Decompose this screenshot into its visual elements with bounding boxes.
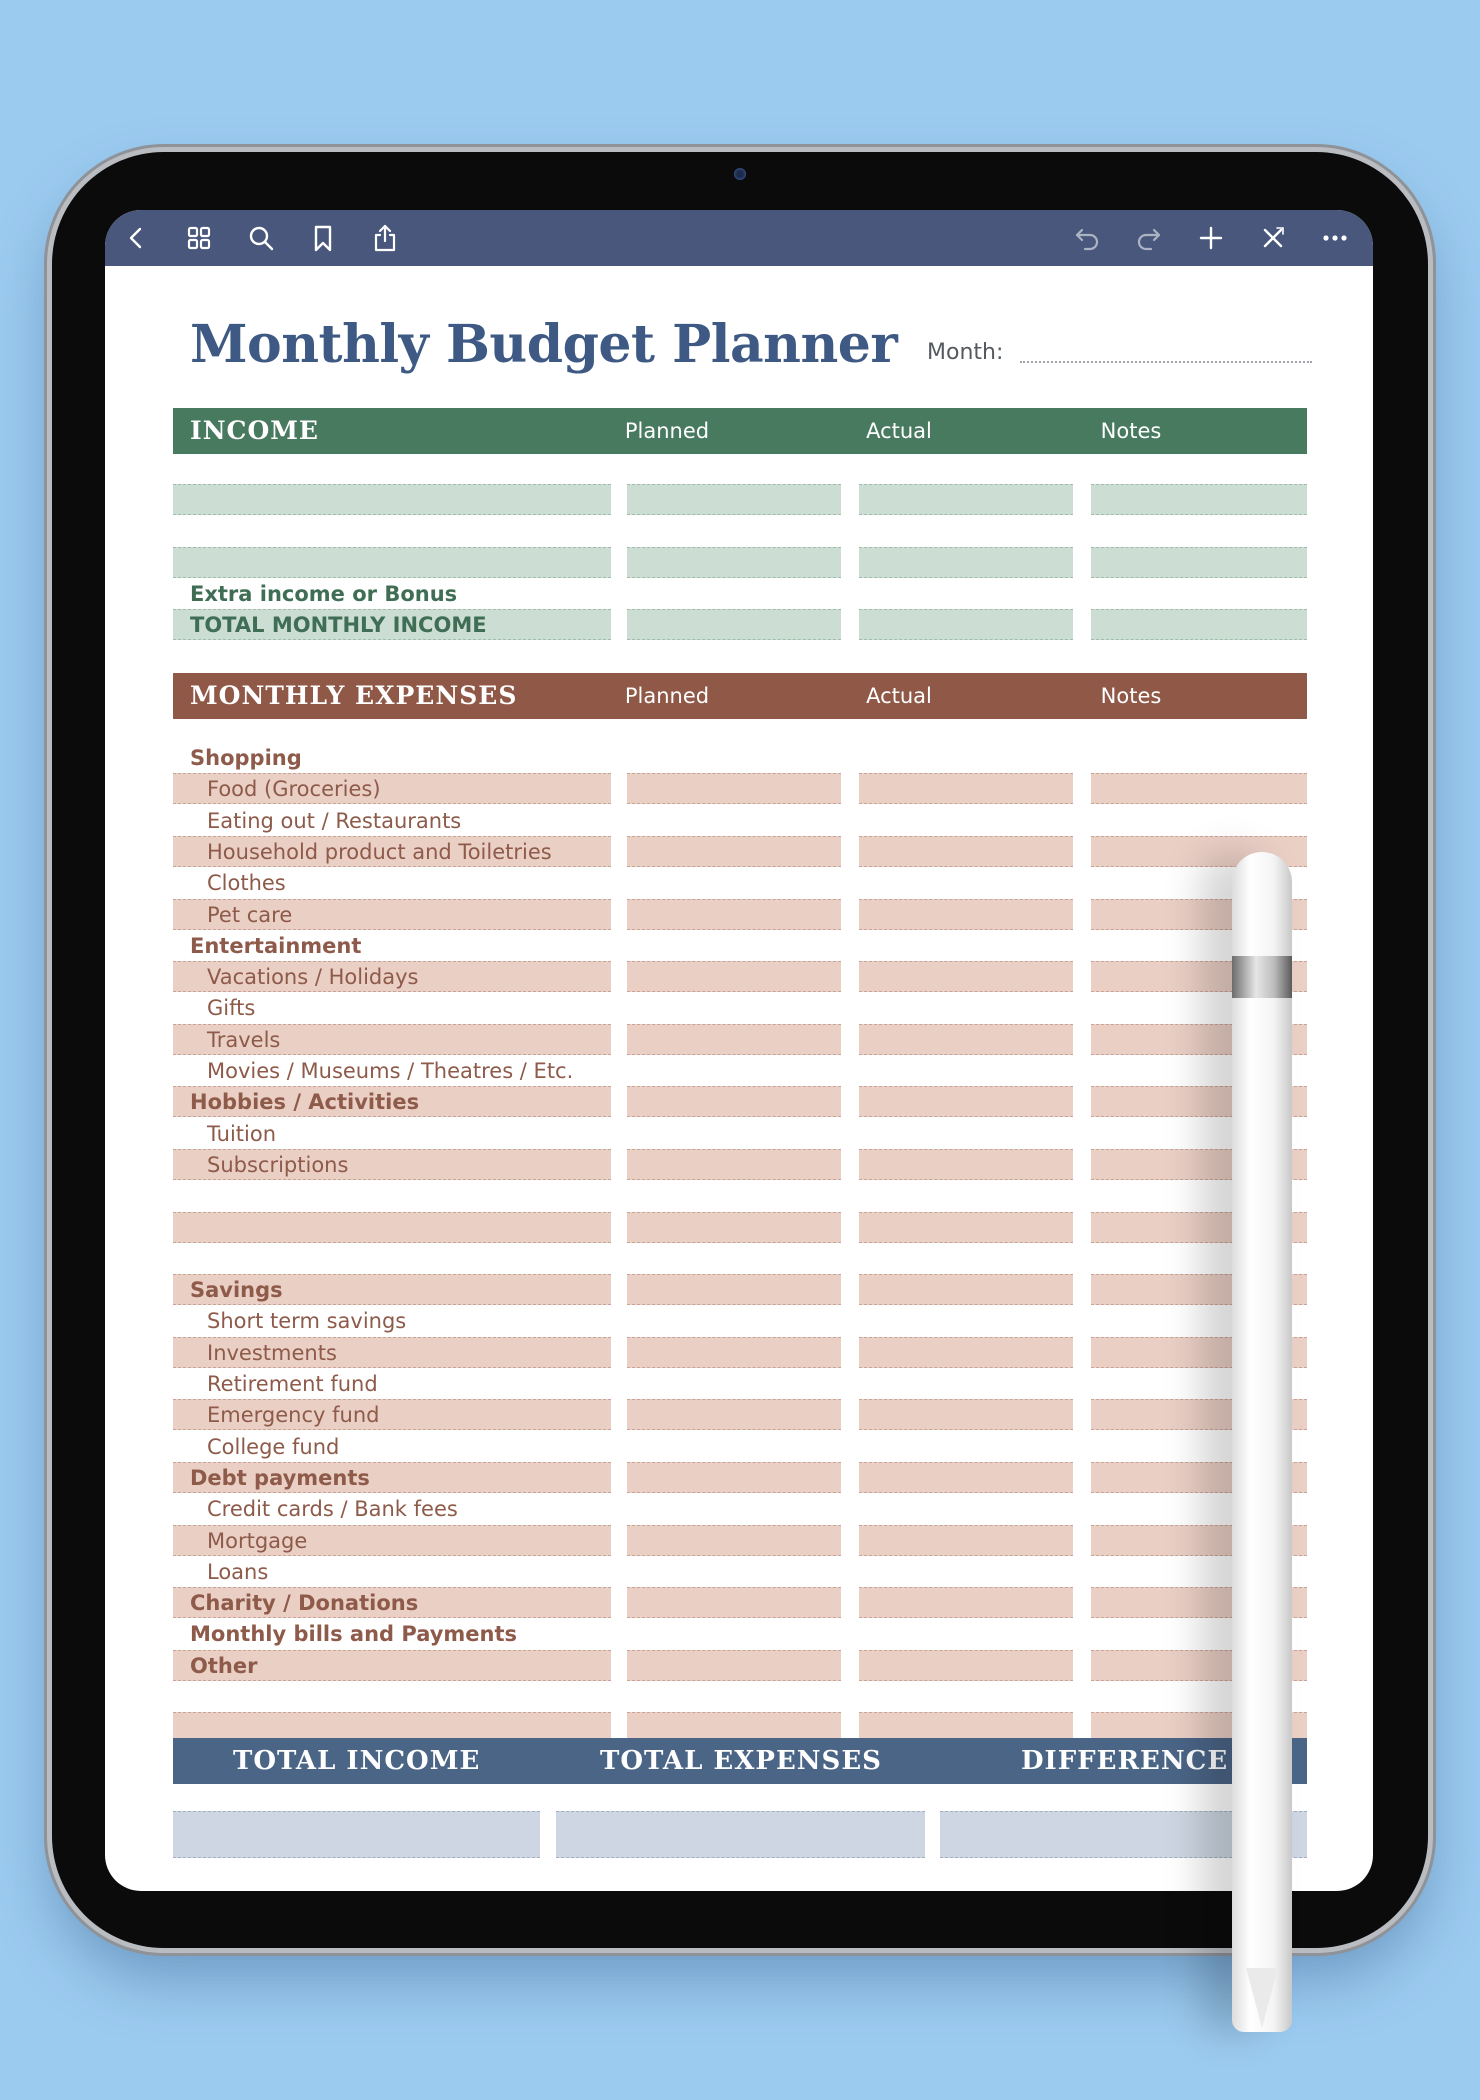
expense-row	[173, 805, 1307, 836]
expense-planned-field[interactable]	[627, 1024, 841, 1055]
expense-item-label: Clothes	[207, 871, 286, 895]
expense-category-row	[173, 742, 1307, 773]
income-total-label: TOTAL MONTHLY INCOME	[190, 613, 487, 637]
expense-category-row	[173, 1086, 1307, 1117]
expense-item-label: Tuition	[207, 1122, 277, 1146]
expense-item-label: Pet care	[207, 903, 293, 927]
expense-planned-field[interactable]	[627, 1462, 841, 1493]
expense-planned-field[interactable]	[627, 1149, 841, 1180]
income-planned-field[interactable]	[627, 484, 841, 515]
expense-planned-field[interactable]	[627, 961, 841, 992]
income-header	[173, 408, 1307, 454]
expense-planned-field[interactable]	[627, 1650, 841, 1681]
more-icon[interactable]	[1319, 222, 1351, 254]
expense-row	[173, 1681, 1307, 1712]
expense-actual-field[interactable]	[859, 1274, 1073, 1305]
expense-category-row	[173, 1650, 1307, 1681]
income-col-planned: Planned	[624, 419, 710, 443]
expense-planned-field[interactable]	[627, 1399, 841, 1430]
expenses-col-actual: Actual	[866, 684, 932, 708]
income-actual-field[interactable]	[859, 547, 1073, 578]
expense-actual-field[interactable]	[859, 1525, 1073, 1556]
expense-item-label: College fund	[207, 1435, 340, 1459]
expenses-heading: MONTHLY EXPENSES	[190, 681, 518, 710]
income-notes-field[interactable]	[1091, 547, 1307, 578]
total-expenses-label: TOTAL EXPENSES	[600, 1746, 882, 1776]
expense-category-label: Other	[190, 1654, 258, 1678]
expense-actual-field[interactable]	[859, 1149, 1073, 1180]
expense-row	[173, 1525, 1307, 1556]
expense-category-label: Entertainment	[190, 934, 362, 958]
back-icon[interactable]	[121, 222, 153, 254]
expense-row	[173, 961, 1307, 992]
expense-item-label: Travels	[207, 1028, 281, 1052]
expense-row	[173, 899, 1307, 930]
expense-row	[173, 1149, 1307, 1180]
difference-label: DIFFERENCE	[1021, 1746, 1229, 1776]
undo-icon[interactable]	[1071, 222, 1103, 254]
total-income-label: TOTAL INCOME	[233, 1746, 481, 1776]
expense-category-label: Savings	[190, 1278, 283, 1302]
app-toolbar	[105, 210, 1373, 266]
expense-row	[173, 1368, 1307, 1399]
expense-actual-field[interactable]	[859, 836, 1073, 867]
expense-row	[173, 867, 1307, 898]
expense-row	[173, 773, 1307, 804]
stylus-tip	[1246, 1968, 1278, 2028]
income-total-notes-field[interactable]	[1091, 609, 1307, 640]
expense-actual-field[interactable]	[859, 899, 1073, 930]
income-source-field[interactable]	[173, 484, 611, 515]
stylus-pencil	[1232, 852, 1292, 2032]
expense-actual-field[interactable]	[859, 1462, 1073, 1493]
expense-item-label: Subscriptions	[207, 1153, 349, 1177]
income-actual-field[interactable]	[859, 484, 1073, 515]
expense-category-row	[173, 930, 1307, 961]
expense-planned-field[interactable]	[627, 1274, 841, 1305]
expense-actual-field[interactable]	[859, 1650, 1073, 1681]
expense-actual-field[interactable]	[859, 1337, 1073, 1368]
expense-item-label: Loans	[207, 1560, 269, 1584]
page-title: Monthly Budget Planner	[190, 314, 898, 375]
month-input-line[interactable]	[1020, 361, 1312, 363]
income-col-notes: Notes	[1100, 419, 1162, 443]
grid-icon[interactable]	[183, 222, 215, 254]
plus-icon[interactable]	[1195, 222, 1227, 254]
expense-item-label: Eating out / Restaurants	[207, 809, 462, 833]
expense-item-label: Household product and Toiletries	[207, 840, 552, 864]
expense-planned-field[interactable]	[627, 1337, 841, 1368]
tablet-screen	[105, 210, 1373, 1891]
expense-category-row	[173, 1587, 1307, 1618]
expense-item-label: Retirement fund	[207, 1372, 378, 1396]
total-expenses-field[interactable]	[556, 1811, 925, 1858]
stylus-band	[1232, 956, 1292, 998]
expense-actual-field[interactable]	[859, 1212, 1073, 1243]
close-icon[interactable]	[1257, 222, 1289, 254]
expense-planned-field[interactable]	[627, 836, 841, 867]
income-row	[173, 484, 1307, 515]
income-total-planned-field[interactable]	[627, 609, 841, 640]
expense-item-label: Mortgage	[207, 1529, 308, 1553]
income-total-actual-field[interactable]	[859, 609, 1073, 640]
month-label: Month:	[927, 340, 1004, 365]
planner-page	[105, 266, 1373, 1891]
expense-item-label: Vacations / Holidays	[207, 965, 419, 989]
expenses-col-notes: Notes	[1100, 684, 1162, 708]
expense-category-label: Charity / Donations	[190, 1591, 419, 1615]
expense-row	[173, 1399, 1307, 1430]
expenses-header	[173, 673, 1307, 719]
expense-actual-field[interactable]	[859, 1024, 1073, 1055]
bookmark-icon[interactable]	[307, 222, 339, 254]
expense-row	[173, 1180, 1307, 1211]
expense-category-row	[173, 1462, 1307, 1493]
expense-category-label: Debt payments	[190, 1466, 370, 1490]
expense-row	[173, 1243, 1307, 1274]
expense-planned-field[interactable]	[627, 1587, 841, 1618]
expense-planned-field[interactable]	[627, 773, 841, 804]
expenses-col-planned: Planned	[624, 684, 710, 708]
expense-row	[173, 1212, 1307, 1243]
total-income-field[interactable]	[173, 1811, 540, 1858]
expense-item-label: Emergency fund	[207, 1403, 380, 1427]
expense-item-label: Credit cards / Bank fees	[207, 1497, 458, 1521]
expense-item-label: Gifts	[207, 996, 256, 1020]
expense-planned-field[interactable]	[627, 1525, 841, 1556]
income-notes-field[interactable]	[1091, 484, 1307, 515]
expense-item-field[interactable]	[173, 1212, 611, 1243]
expense-row	[173, 1055, 1307, 1086]
expense-row	[173, 1024, 1307, 1055]
expense-row	[173, 992, 1307, 1023]
expense-row	[173, 1118, 1307, 1149]
expense-notes-field[interactable]	[1091, 773, 1307, 804]
expense-actual-field[interactable]	[859, 1587, 1073, 1618]
expense-item-label: Short term savings	[207, 1309, 407, 1333]
income-row	[173, 547, 1307, 578]
expense-category-label: Shopping	[190, 746, 302, 770]
expense-planned-field[interactable]	[627, 1212, 841, 1243]
expense-category-label: Hobbies / Activities	[190, 1090, 420, 1114]
redo-icon[interactable]	[1133, 222, 1165, 254]
income-extra-row	[173, 578, 1307, 609]
expense-row	[173, 836, 1307, 867]
expense-planned-field[interactable]	[627, 899, 841, 930]
front-camera	[734, 168, 746, 180]
income-extra-label: Extra income or Bonus	[190, 582, 458, 606]
income-total-row	[173, 609, 1307, 640]
expense-actual-field[interactable]	[859, 1086, 1073, 1117]
income-source-field[interactable]	[173, 547, 611, 578]
expense-category-label: Monthly bills and Payments	[190, 1622, 518, 1646]
income-heading: INCOME	[190, 416, 319, 445]
expense-actual-field[interactable]	[859, 1399, 1073, 1430]
expense-item-label: Movies / Museums / Theatres / Etc.	[207, 1059, 574, 1083]
expense-actual-field[interactable]	[859, 773, 1073, 804]
expense-category-row	[173, 1274, 1307, 1305]
totals-header	[173, 1738, 1307, 1784]
expense-row	[173, 1337, 1307, 1368]
expense-row	[173, 1556, 1307, 1587]
expense-row	[173, 1493, 1307, 1524]
expense-row	[173, 1305, 1307, 1336]
income-col-actual: Actual	[866, 419, 932, 443]
expense-planned-field[interactable]	[627, 1086, 841, 1117]
expense-row	[173, 1431, 1307, 1462]
share-icon[interactable]	[369, 222, 401, 254]
expense-actual-field[interactable]	[859, 961, 1073, 992]
expense-item-label: Investments	[207, 1341, 337, 1365]
expense-item-label: Food (Groceries)	[207, 777, 381, 801]
income-planned-field[interactable]	[627, 547, 841, 578]
search-icon[interactable]	[245, 222, 277, 254]
expense-category-row	[173, 1618, 1307, 1649]
